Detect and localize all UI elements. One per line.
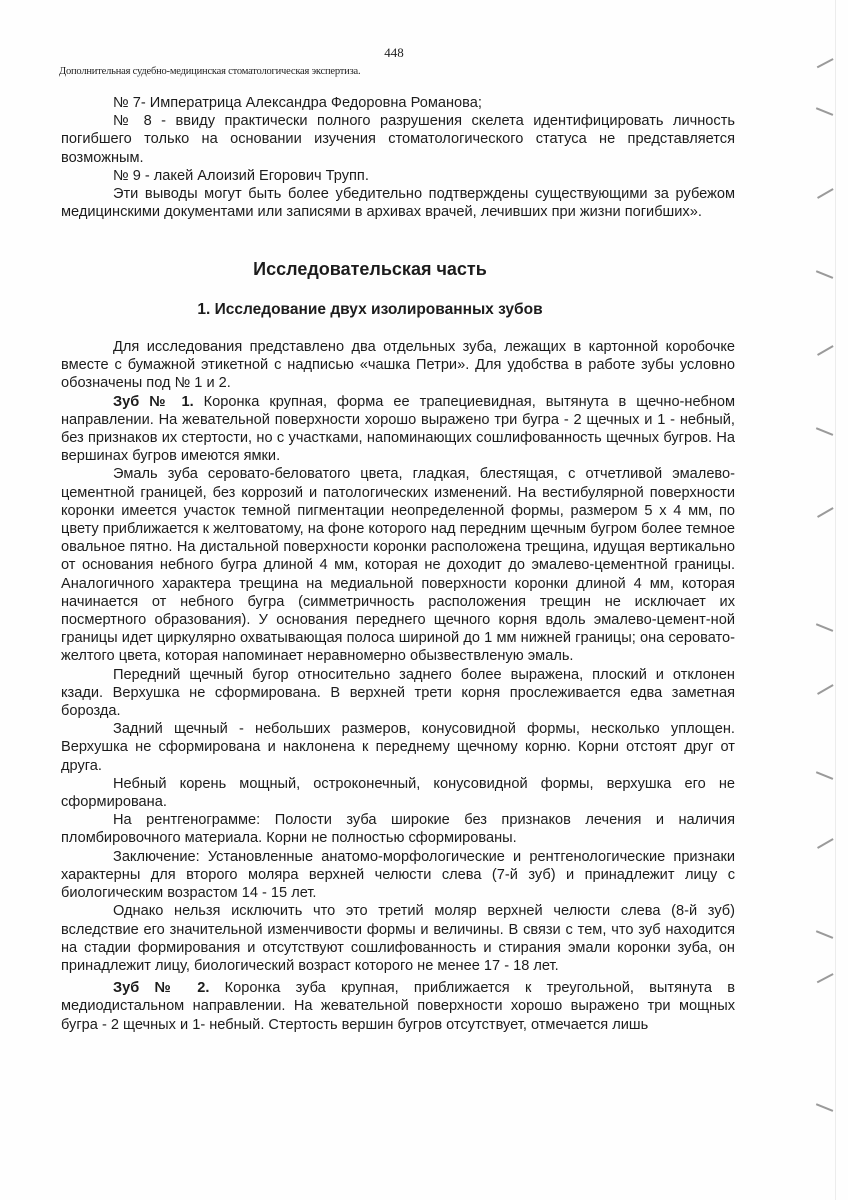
tooth-2-label: Зуб № 2.: [113, 980, 210, 997]
running-head: Дополнительная судебно-медицинская стоматологическая экспертиза.: [59, 66, 361, 77]
scan-mark: [817, 345, 833, 355]
scan-mark: [817, 684, 833, 694]
paragraph: № 9 - лакей Алоизий Егорович Трупп.: [113, 167, 369, 184]
scan-mark: [816, 771, 833, 779]
section-subtitle: 1. Исследование двух изолированных зубов: [197, 301, 543, 318]
intro-block: [61, 94, 735, 221]
paragraph: Передний щечный бугор относительно заднего более выражена, плоский и отклонен кзади. Верхушка не сформирована. В верхней трети корня прослеживается едва заметная борозда.: [61, 666, 735, 720]
scan-mark: [816, 427, 833, 435]
scan-mark: [816, 107, 833, 115]
paragraph-tooth-2: Зуб № 2. Коронка зуба крупная, приближается к треугольной, вытянута в медиодистальном направлении. На жевательной поверхности хорошо выражено три мощных бугра - 2 щечных и 1- небный. Стертость вершин бугров отсутствует, отмечается лишь: [61, 980, 735, 1033]
paragraph: Заключение: Установленные анатомо-морфологические и рентгенологические признаки характерны для второго моляра верхней челюсти слева (7-й зуб) и принадлежит лицу с биологическим возрастом 14 - 15 лет.: [61, 848, 735, 902]
paragraph: Эти выводы могут быть более убедительно подтверждены существующими за рубежом медицинскими документами или записями в архивах врачей, лечивших при жизни погибших».: [61, 186, 735, 221]
scan-mark: [817, 973, 834, 983]
paragraph: Для исследования представлено два отдельных зуба, лежащих в картонной коробочке вместе с бумажной этикетной с надписью «чашка Петри». Для удобства в работе зубы условно обозначены под № 1 и 2.: [61, 339, 735, 392]
scan-mark: [816, 930, 833, 938]
scan-mark: [816, 623, 833, 631]
section-title: Исследовательская часть: [253, 259, 487, 279]
scan-mark: [817, 838, 833, 848]
body-block: [61, 338, 735, 1034]
tooth-1-label: Зуб № 1.: [113, 393, 194, 410]
scan-mark: [817, 188, 833, 198]
page-number: 448: [384, 45, 404, 60]
paragraph: Однако нельзя исключить что это третий моляр верхней челюсти слева (8-й зуб) вследствие его значительной изменчивости формы и величины. В связи с тем, что зуб находится на стадии формирования и отсутствуют сошлифованность и стирания эмали коронки зуба, он принадлежит лицу, биологический возраст которого не менее 17 - 18 лет.: [61, 903, 735, 974]
paragraph: Задний щечный - небольших размеров, конусовидной формы, несколько уплощен. Верхушка не сформирована и наклонена к переднему щечному корню. Корни отстоят друг от друга.: [61, 721, 735, 774]
scan-mark: [816, 270, 833, 278]
paragraph-tooth-1: Зуб № 1. Коронка крупная, форма ее трапециевидная, вытянута в щечно-небном направлении. На жевательной поверхности хорошо выражено три бугра - 2 щечных и 1 - небный, без признаков их стертости, но с участками, напоминающих сошлифованность щечных бугров. На вершинах бугров имеются ямки.: [61, 393, 735, 465]
paragraph: На рентгенограмме: Полости зуба широкие без признаков лечения и наличия пломбировочного материала. Корни не полностью сформированы.: [61, 812, 735, 847]
paragraph: № 8 - ввиду практически полного разрушения скелета идентифицировать личность погибшего только на основании изучения стоматологического статуса не представляется возможным.: [61, 113, 735, 166]
scan-mark: [816, 1103, 833, 1111]
paragraph: № 7- Императрица Александра Федоровна Романова;: [113, 95, 482, 111]
paragraph: Эмаль зуба серовато-беловатого цвета, гладкая, блестящая, с отчетливой эмалево-цементной границей, без коррозий и патологических изменений. На вестибулярной поверхности коронки имеется участок темной пигментации неопределенной формы, размером 5 х 4 мм, по цвету приближается к желтоватому, на фоне которого над передним щечным бугром более темное овальное пятно. На дистальной поверхности коронки расположена трещина, идущая вертикально от основания небного бугра длиной 4 мм, которая не доходит до эмалево-цементной границы. Аналогичного характера трещина на медиальной поверхности коронки длиной 4 мм, которая начинается от небного бугра (симметричность расположения трещин не исключает их посмертного образования). У основания переднего щечного корня вдоль эмалево-цемент-ной границы идет циркулярно охватывающая полоса шириной до 1 мм нижней границы; она серовато-желтого цвета, которая напоминает неравномерно обызвествленую эмаль.: [61, 466, 735, 665]
paragraph: Небный корень мощный, остроконечный, конусовидной формы, верхушка его не сформирована.: [61, 775, 735, 811]
page-edge: [835, 0, 836, 1200]
scan-mark: [817, 58, 834, 68]
scan-mark: [817, 507, 833, 517]
